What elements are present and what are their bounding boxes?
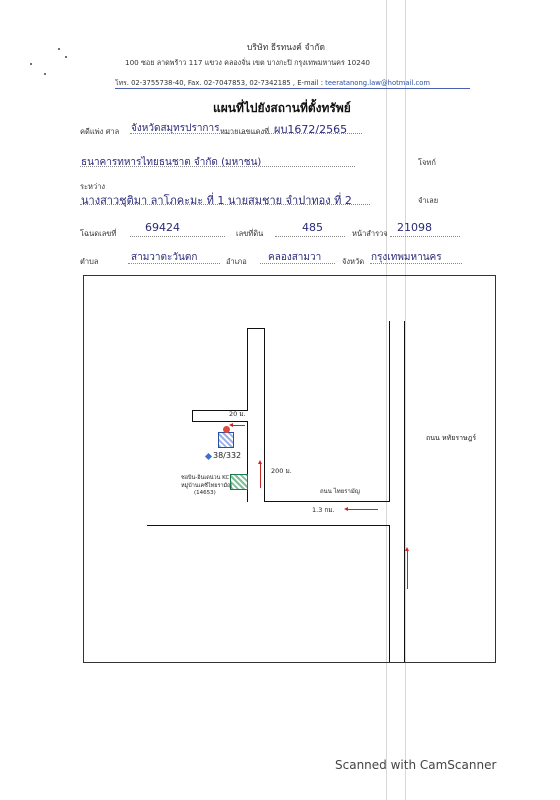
scan-speck (65, 56, 67, 58)
arrow-left-icon (229, 423, 233, 427)
plaintiff-role: โจทก์ (418, 158, 436, 167)
district-label: อำเภอ (226, 257, 247, 266)
subdistrict-label: ตำบล (80, 257, 99, 266)
landmark-line1: ชอบิน-อินเดน่วน KC (181, 475, 230, 481)
land-underline (275, 236, 345, 237)
defendant-name: นางสาวชุติมา ลาโภคะมะ ที่ 1 นายสมชาย จำปาทอง ที่ 2 (81, 194, 352, 207)
road-thai-raman-label: ถนน ไทยรามัญ (320, 488, 360, 495)
road-line (404, 321, 405, 662)
deed-number: 69424 (145, 221, 180, 234)
road-line (389, 525, 390, 662)
arrow-up-icon (405, 547, 409, 551)
land-number: 485 (302, 221, 323, 234)
scan-speck (58, 48, 60, 50)
road-hathai-rat-label: ถนน หทัยราษฎร์ (426, 434, 477, 442)
road-line (389, 321, 390, 502)
header-underline (115, 88, 470, 89)
survey-label: หน้าสำรวจ (352, 229, 388, 238)
defendant-underline (80, 204, 370, 205)
company-contact (115, 77, 430, 88)
province-label: จังหวัด (342, 257, 365, 266)
survey-underline (390, 236, 460, 237)
company-address: 100 ซอย ลาดพร้าว 117 แขวง คลองจั่น เขต บางกะปิ กรุงเทพมหานคร 10240 (125, 58, 370, 67)
document-title: แผนที่ไปยังสถานที่ตั้งทรัพย์ (213, 101, 351, 115)
subdistrict-name: สามวาตะวันตก (131, 252, 198, 263)
email-link[interactable]: teeratanong.law@hotmail.com (325, 79, 431, 87)
landmark-line2: หมู่บ้านเคซีไทยรามัญ (181, 483, 232, 489)
plaintiff-underline (80, 166, 355, 167)
landmark-plot (230, 474, 248, 490)
arrow-up-icon (407, 551, 408, 589)
land-no-label: เลขที่ดิน (236, 229, 264, 238)
property-plot (218, 432, 234, 448)
distance-200m-label: 200 ม. (271, 467, 292, 475)
property-marker-icon (205, 453, 212, 460)
province-underline (370, 263, 462, 264)
plaintiff-name: ธนาคารทหารไทยธนชาต จำกัด (มหาชน) (81, 157, 262, 168)
map-frame (83, 275, 496, 663)
survey-number: 21098 (397, 221, 432, 234)
defendant-role: จำเลย (418, 196, 439, 205)
between-label: ระหว่าง (80, 182, 106, 191)
company-name: บริษัท ธีรทนงค์ จำกัด (247, 43, 325, 53)
arrow-left-icon (348, 509, 378, 510)
road-line (192, 410, 193, 421)
road-line (247, 328, 248, 410)
case-underline (130, 133, 362, 134)
arrow-up-icon (260, 464, 261, 488)
case-no-label: หมายเลขแดงที่ (220, 127, 270, 136)
district-underline (260, 263, 335, 264)
location-pin-icon (223, 426, 230, 433)
arrow-left-icon (231, 425, 245, 426)
scan-speck (44, 73, 46, 75)
road-line (147, 525, 389, 526)
court-name: จังหวัดสมุทรปราการ (131, 123, 220, 134)
deed-label: โฉนดเลขที่ (80, 229, 117, 238)
road-line (247, 328, 264, 329)
distance-13km-label: 1.3 กม. (312, 506, 335, 514)
distance-20m-label: 20 ม. (229, 410, 246, 418)
subdistrict-underline (128, 263, 220, 264)
deed-underline (130, 236, 225, 237)
arrow-up-icon (258, 460, 262, 464)
landmark-line3: (14653) (194, 490, 216, 496)
case-label: คดีแพ่ง ศาล (80, 127, 120, 136)
province-name: กรุงเทพมหานคร (371, 252, 442, 263)
road-line (264, 501, 389, 502)
arrow-left-icon (344, 507, 348, 511)
district-name: คลองสามวา (268, 252, 322, 263)
scanner-watermark: Scanned with CamScanner (335, 758, 497, 772)
scan-speck (30, 63, 32, 65)
road-line (192, 421, 248, 422)
contact-text: โทร. 02-3755738-40, Fax. 02-7047853, 02-7342185 , E-mail : (115, 79, 323, 87)
case-number: ผบ1672/2565 (274, 123, 348, 136)
road-line (264, 328, 265, 502)
property-id: 38/332 (213, 451, 242, 460)
